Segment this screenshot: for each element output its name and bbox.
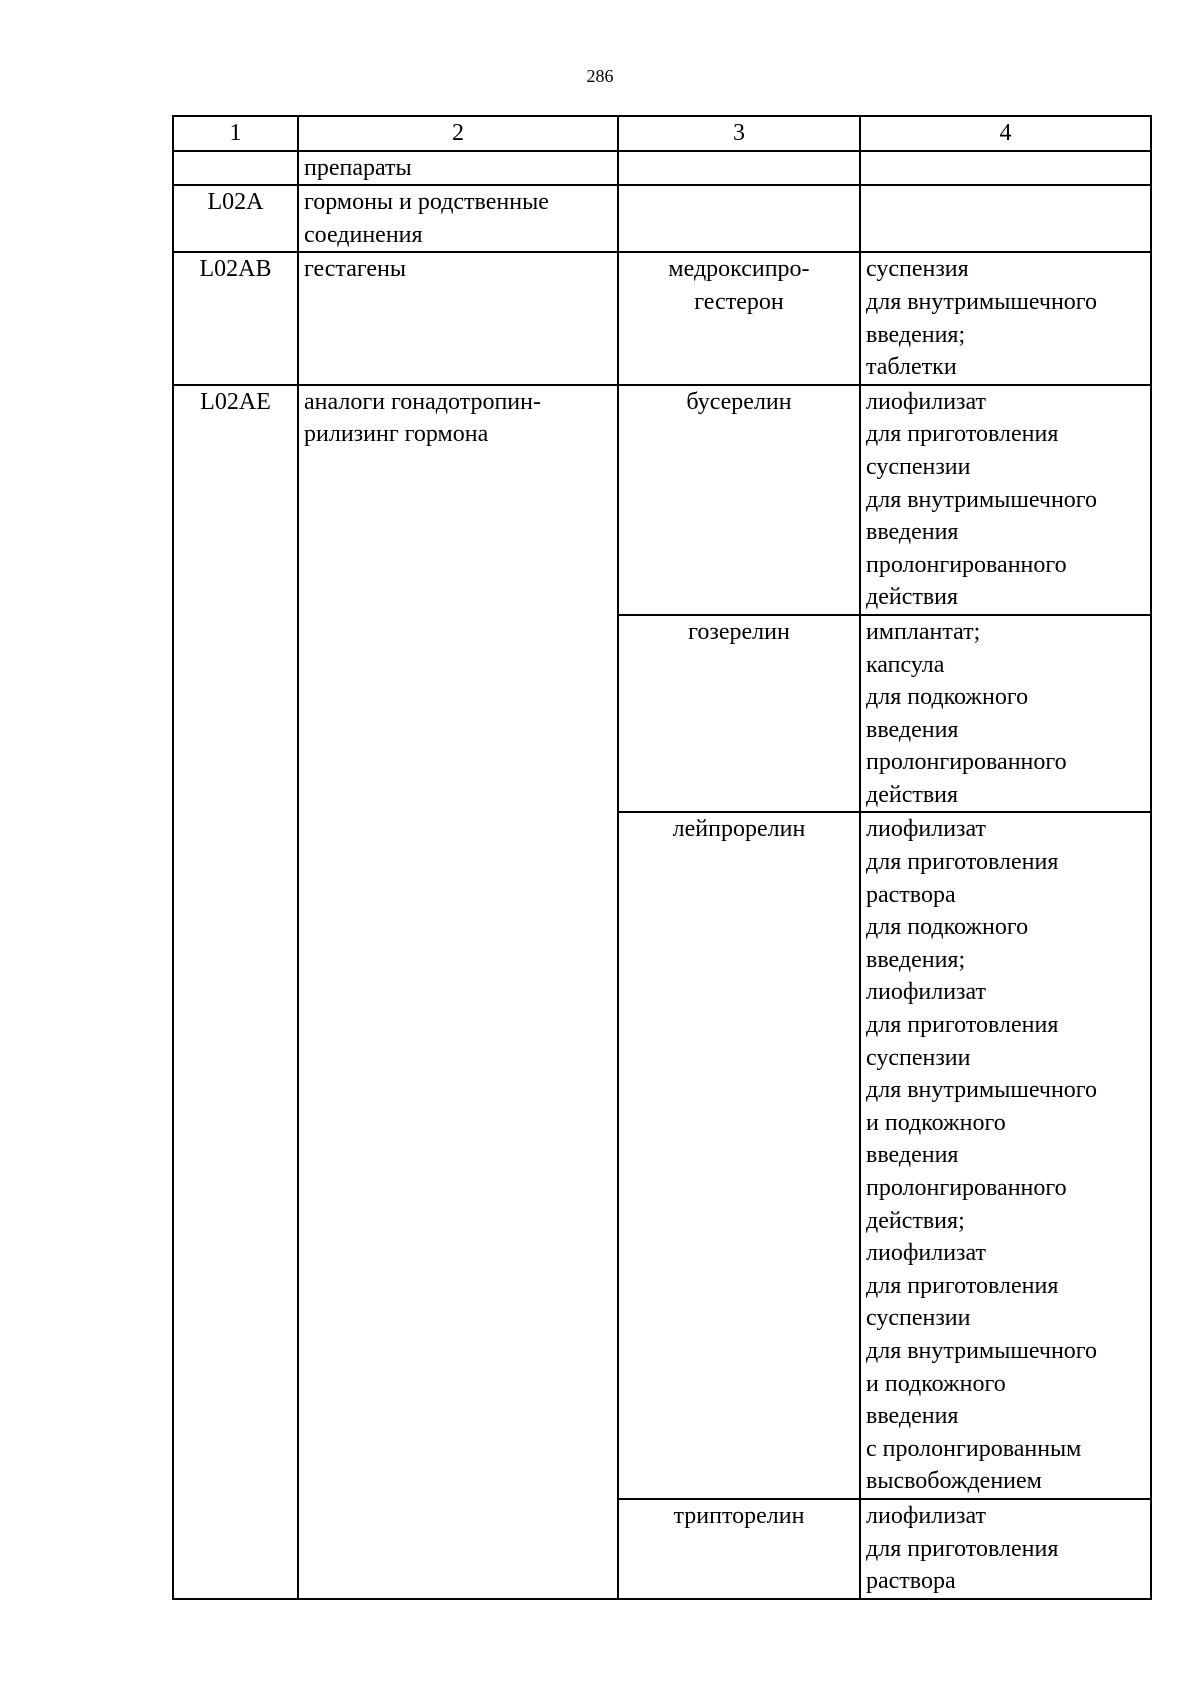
table-row bbox=[173, 151, 1151, 186]
drug-name-cell: лейпрорелин bbox=[618, 812, 860, 1498]
dosage-form-cell: лиофилизат для приготовления раствора для подкожного введения; лиофилизат для приготовления суспензии для внутримышечного и подкожного введения пролонгированного действия; лиофилизат для приготовления суспензии для внутримышечного и подкожного введения с пролонгированным высвобождением bbox=[860, 812, 1151, 1498]
group-name-cell: гормоны и родственные соединения bbox=[298, 185, 618, 252]
drug-name-cell bbox=[618, 185, 860, 252]
drug-name-cell: медроксипро- гестерон bbox=[618, 252, 860, 384]
drug-name-cell: бусерелин bbox=[618, 385, 860, 615]
atc-code-cell: L02AB bbox=[173, 252, 298, 384]
dosage-form-cell bbox=[860, 185, 1151, 252]
group-name-cell: препараты bbox=[298, 151, 618, 186]
dosage-form-cell: имплантат; капсула для подкожного введения пролонгированного действия bbox=[860, 615, 1151, 813]
header-col-1: 1 bbox=[173, 116, 298, 151]
atc-code-cell bbox=[173, 151, 298, 186]
atc-code-cell: L02AE bbox=[173, 385, 298, 1599]
group-name-cell: гестагены bbox=[298, 252, 618, 384]
table-row bbox=[173, 185, 1151, 252]
page-number: 286 bbox=[586, 66, 614, 86]
dosage-form-cell: лиофилизат для приготовления раствора bbox=[860, 1499, 1151, 1599]
drug-name-cell bbox=[618, 151, 860, 186]
atc-code-cell: L02A bbox=[173, 185, 298, 252]
dosage-form-cell: лиофилизат для приготовления суспензии для внутримышечного введения пролонгированного действия bbox=[860, 385, 1151, 615]
table-row bbox=[173, 385, 1151, 615]
table-row bbox=[173, 252, 1151, 384]
group-name-cell: аналоги гонадотропин- рилизинг гормона bbox=[298, 385, 618, 1599]
drug-name-cell: гозерелин bbox=[618, 615, 860, 813]
dosage-form-cell bbox=[860, 151, 1151, 186]
drug-classification-table bbox=[172, 115, 1152, 1600]
dosage-form-cell: суспензия для внутримышечного введения; таблетки bbox=[860, 252, 1151, 384]
table-header-row bbox=[173, 116, 1151, 151]
header-col-2: 2 bbox=[298, 116, 618, 151]
drug-name-cell: трипторелин bbox=[618, 1499, 860, 1599]
header-col-3: 3 bbox=[618, 116, 860, 151]
header-col-4: 4 bbox=[860, 116, 1151, 151]
